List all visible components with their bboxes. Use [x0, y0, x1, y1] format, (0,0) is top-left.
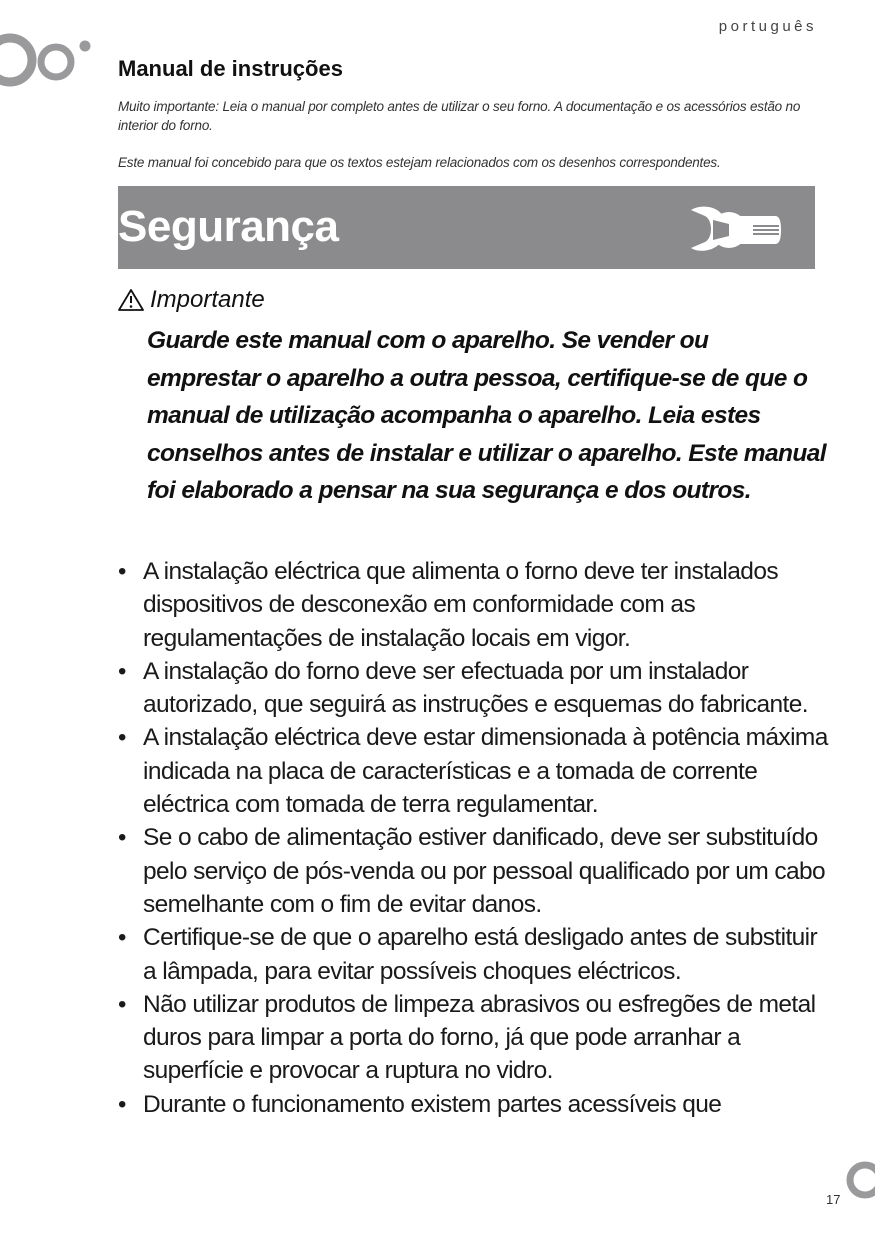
safety-list: [118, 555, 828, 1121]
list-item-text: Se o cabo de alimentação estiver danificado, deve ser substituído pelo serviço de pós-venda ou por pessoal qualificado por um cabo semelhante com o fim de evitar danos.: [143, 824, 826, 918]
bullet-icon: •: [118, 1090, 126, 1118]
important-text: Guarde este manual com o aparelho. Se vender ou emprestar o aparelho a outra pessoa, certifique-se de que o manual de utilização acompanha o aparelho. Leia estes conselhos antes de instalar e utilizar o aparelho. Este manual foi elaborado a pensar na sua segurança e dos outros.: [147, 327, 826, 505]
corner-circle-decoration-icon: [843, 1158, 875, 1202]
important-heading: [118, 286, 265, 314]
list-item: [118, 821, 828, 921]
list-item-text: Certifique-se de que o aparelho está desligado antes de substituir a lâmpada, para evitar possíveis choques eléctricos.: [143, 924, 818, 985]
list-item: [118, 1088, 828, 1121]
brand-circles-logo: [0, 18, 104, 98]
bullet-icon: •: [118, 724, 126, 752]
list-item-text: A instalação eléctrica deve estar dimensionada à potência máxima indicada na placa de características e a tomada de corrente eléctrica com tomada de terra regulamentar.: [143, 724, 828, 819]
section-banner: [118, 186, 815, 269]
document-title: Manual de instruções: [118, 56, 343, 81]
section-title: Segurança: [118, 202, 339, 251]
list-item: [118, 721, 828, 821]
warning-triangle-icon: [118, 288, 144, 312]
list-item-text: A instalação do forno deve ser efectuada por um instalador autorizado, que seguirá as instruções e esquemas do fabricante.: [143, 657, 808, 719]
list-item-text: Durante o funcionamento existem partes acessíveis que: [143, 1090, 722, 1118]
bullet-icon: •: [118, 657, 126, 685]
list-item-text: Não utilizar produtos de limpeza abrasivos ou esfregões de metal duros para limpar a porta do forno, já que pode arranhar a superfície e provocar a ruptura no vidro.: [143, 990, 816, 1085]
list-item: [118, 988, 828, 1088]
language-label: português: [718, 18, 817, 35]
intro-paragraph: Este manual foi concebido para que os textos estejam relacionados com os desenhos correspondentes.: [118, 155, 721, 170]
bullet-icon: •: [118, 924, 126, 952]
list-item: [118, 921, 828, 988]
intro-paragraph: Muito importante: Leia o manual por completo antes de utilizar o seu forno. A documentação e os acessórios estão no interior do forno.: [118, 99, 801, 133]
bullet-icon: •: [118, 990, 126, 1018]
page-number: 17: [826, 1192, 841, 1207]
important-heading-label: Importante: [150, 286, 265, 313]
bullet-icon: •: [118, 558, 126, 585]
list-item: [118, 555, 828, 655]
wrench-icon: [683, 202, 793, 258]
list-item-text: A instalação eléctrica que alimenta o forno deve ter instalados dispositivos de desconexão em conformidade com as regulamentações de instalação locais em vigor.: [143, 558, 778, 652]
list-item: [118, 655, 828, 722]
bullet-icon: •: [118, 824, 126, 852]
